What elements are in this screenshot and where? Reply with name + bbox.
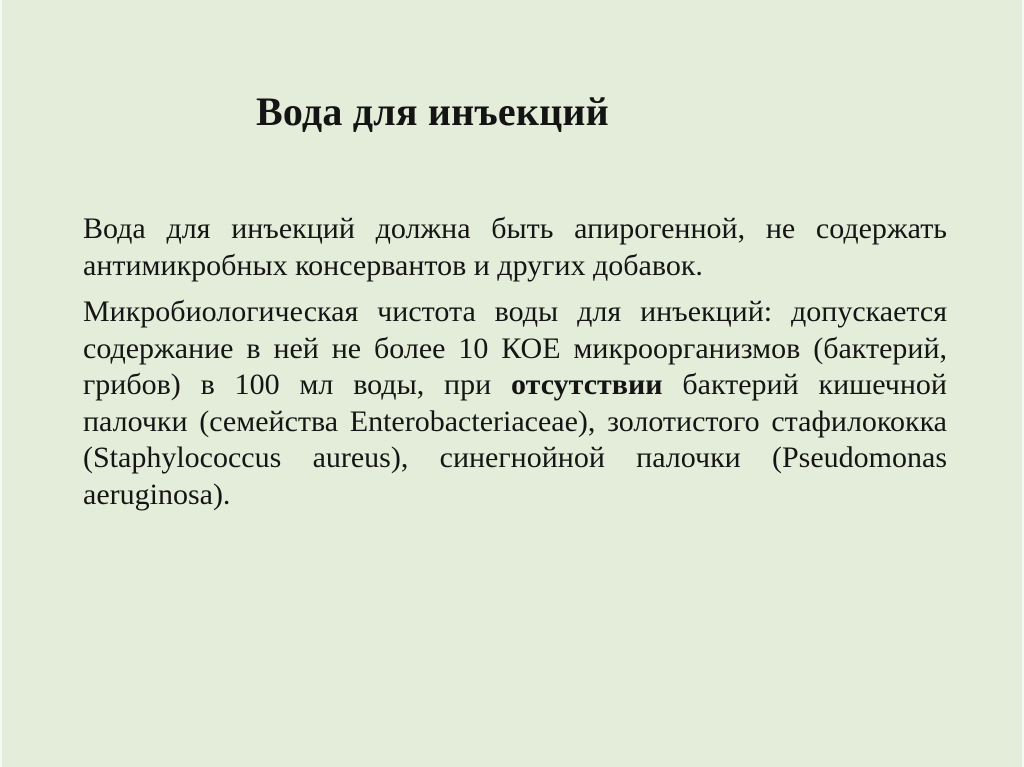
slide-title: Вода для инъекций xyxy=(256,89,609,134)
paragraph-requirements: Вода для инъекций должна быть апирогенной, не содержать антимикробных консервантов и других добавок. xyxy=(83,212,947,282)
slide-body xyxy=(83,211,947,513)
paragraph-microbiological-purity xyxy=(83,294,947,513)
purity-text-end: бактерий кишечной палочки (семейства Enterobacteriaceae), золотистого стафилококка (Staphylococcus aureus), синегнойной палочки (Pseudomonas aeruginosa). xyxy=(83,368,947,511)
emphasis-absence: отсутствии xyxy=(510,368,663,401)
purity-text-start: Микробиологическая чистота воды для инъекций: допускается содержание в ней не более 10 КОЕ микроорганизмов (бактерий, грибов) в 100 мл воды, при xyxy=(83,295,947,401)
